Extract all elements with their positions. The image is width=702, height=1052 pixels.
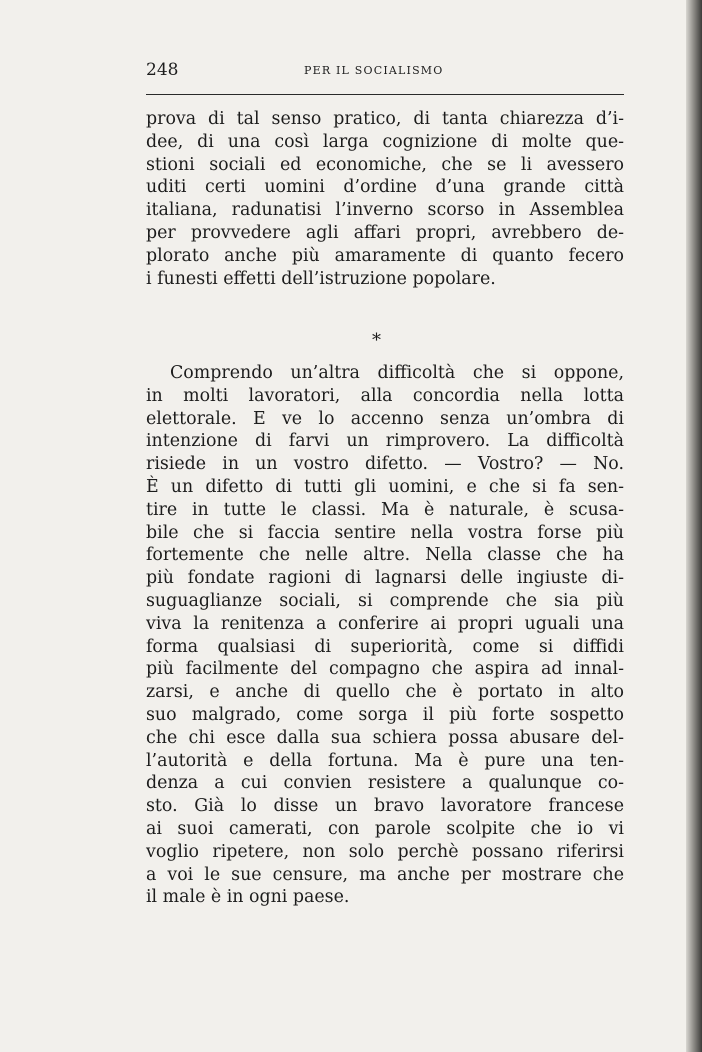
section-separator: * bbox=[372, 330, 381, 351]
text-line: i funesti effetti dell’istruzione popolare. bbox=[146, 268, 496, 289]
text-line: denza a cui convien resistere a qualunque co- bbox=[146, 773, 624, 794]
text-line: prova di tal senso pratico, di tanta chiarezza d’i- bbox=[146, 109, 624, 129]
text-line: l’autorità e della fortuna. Ma è pure una ten- bbox=[146, 750, 624, 771]
text-line: italiana, radunatisi l’inverno scorso in Assemblea bbox=[146, 200, 624, 221]
text-line: È un difetto di tutti gli uomini, e che si fa sen- bbox=[146, 476, 624, 497]
text-line: stioni sociali ed economiche, che se li avessero bbox=[146, 154, 624, 175]
text-line: plorato anche più amaramente di quanto fecero bbox=[146, 245, 624, 266]
text-line: elettorale. E ve lo accenno senza un’ombra di bbox=[146, 408, 624, 429]
text-line: risiede in un vostro difetto. — Vostro? — No. bbox=[146, 454, 624, 475]
text-line: più fondate ragioni di lagnarsi delle ingiuste di- bbox=[146, 568, 624, 589]
running-head: PER IL SOCIALISMO bbox=[304, 64, 444, 77]
text-line: forma qualsiasi di superiorità, come si diffidi bbox=[146, 636, 624, 657]
text-line: suguaglianze sociali, si comprende che sia più bbox=[146, 590, 624, 611]
page-number: 248 bbox=[146, 60, 179, 80]
text-line: per provvedere agli affari propri, avrebbero de- bbox=[146, 222, 624, 243]
text-line: sto. Già lo disse un bravo lavoratore francese bbox=[146, 796, 624, 817]
text-line: a voi le sue censure, ma anche per mostrare che bbox=[146, 864, 624, 885]
header-rule bbox=[146, 94, 624, 95]
text-line: suo malgrado, come sorga il più forte sospetto bbox=[146, 704, 624, 725]
text-line: uditi certi uomini d’ordine d’una grande città bbox=[146, 177, 624, 198]
text-line: tire in tutte le classi. Ma è naturale, è scusa- bbox=[146, 499, 624, 520]
text-line: voglio ripetere, non solo perchè possano riferirsi bbox=[146, 841, 624, 862]
text-line: in molti lavoratori, alla concordia nella lotta bbox=[146, 385, 624, 406]
paragraph-1 bbox=[146, 108, 624, 290]
text-line: intenzione di farvi un rimprovero. La difficoltà bbox=[146, 431, 624, 452]
page-header bbox=[146, 58, 624, 88]
text-line: dee, di una così larga cognizione di molte que- bbox=[146, 131, 624, 152]
text-line: viva la renitenza a conferire ai propri uguali una bbox=[146, 613, 624, 634]
text-line: che chi esce dalla sua schiera possa abusare del- bbox=[146, 727, 624, 748]
text-line: più facilmente del compagno che aspira ad innal- bbox=[146, 659, 624, 680]
text-line: il male è in ogni paese. bbox=[146, 887, 350, 908]
page-edge-shadow bbox=[686, 0, 702, 1052]
text-line: bile che si faccia sentire nella vostra forse più bbox=[146, 522, 624, 543]
text-line: ai suoi camerati, con parole scolpite che io vi bbox=[146, 818, 624, 839]
text-line: fortemente che nelle altre. Nella classe che ha bbox=[146, 545, 624, 566]
paragraph-2 bbox=[146, 362, 624, 909]
text-line: Comprendo un’altra difficoltà che si oppone, bbox=[170, 363, 624, 383]
text-line: zarsi, e anche di quello che è portato in alto bbox=[146, 682, 624, 703]
